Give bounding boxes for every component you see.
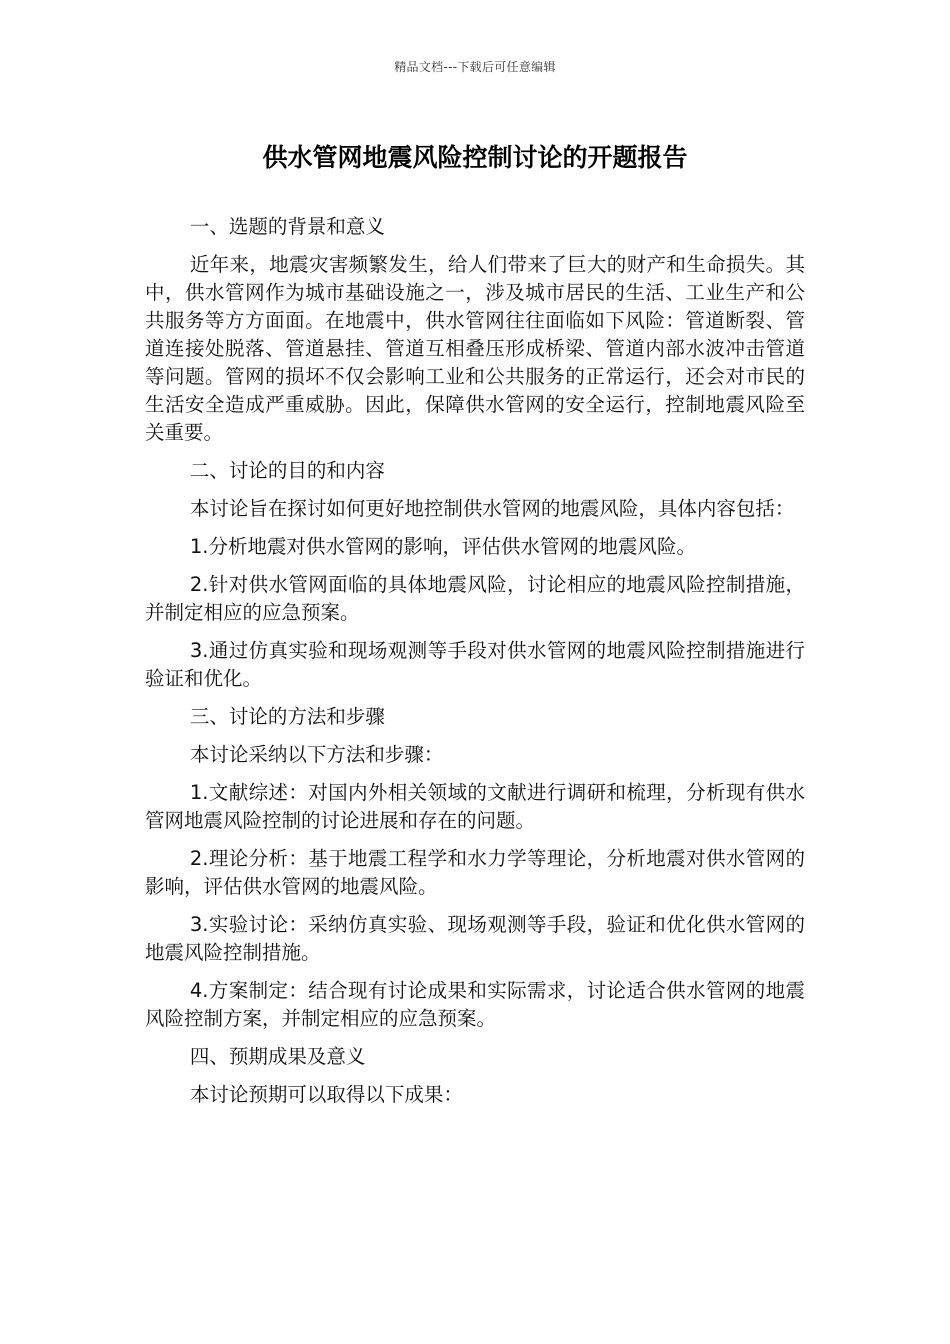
paragraph-background: 近年来，地震灾害频繁发生，给人们带来了巨大的财产和生命损失。其中，供水管网作为城市基础设施之一，涉及城市居民的生活、工业生产和公共服务等方方面面。在地震中，供水管网往往面临如下风险：管道断裂、管道连接处脱落、管道悬挂、管道互相叠压形成桥梁、管道内部水波冲击管道等问题。管网的损坏不仅会影响工业和公共服务的正常运行，还会对市民的生活安全造成严重威胁。因此，保障供水管网的安全运行，控制地震风险至关重要。 (145, 253, 805, 444)
paragraph-outcomes-intro: 本讨论预期可以取得以下成果： (189, 1083, 463, 1106)
document-body (145, 213, 805, 1119)
list-item-purpose-1: 1.分析地震对供水管网的影响，评估供水管网的地震风险。 (189, 535, 696, 558)
document-title: 供水管网地震风险控制讨论的开题报告 (262, 143, 688, 172)
list-item-method-2: 2.理论分析：基于地震工程学和水力学等理论，分析地震对供水管网的影响，评估供水管网的地震风险。 (145, 847, 805, 898)
header-note: 精品文档---下载后可任意编辑 (394, 60, 556, 74)
section-heading-background: 一、选题的背景和意义 (189, 215, 385, 238)
section-heading-purpose: 二、讨论的目的和内容 (189, 459, 385, 482)
list-item-purpose-2: 2.针对供水管网面临的具体地震风险，讨论相应的地震风险控制措施，并制定相应的应急预案。 (145, 573, 805, 624)
list-item-method-3: 3.实验讨论：采纳仿真实验、现场观测等手段，验证和优化供水管网的地震风险控制措施。 (145, 913, 805, 964)
list-item-method-4: 4.方案制定：结合现有讨论成果和实际需求，讨论适合供水管网的地震风险控制方案，并制定相应的应急预案。 (145, 979, 805, 1030)
list-item-purpose-3: 3.通过仿真实验和现场观测等手段对供水管网的地震风险控制措施进行验证和优化。 (145, 639, 805, 690)
section-heading-methods: 三、讨论的方法和步骤 (189, 705, 385, 728)
list-item-method-1: 1.文献综述：对国内外相关领域的文献进行调研和梳理，分析现有供水管网地震风险控制的讨论进展和存在的问题。 (145, 781, 805, 832)
paragraph-purpose-intro: 本讨论旨在探讨如何更好地控制供水管网的地震风险，具体内容包括： (189, 497, 795, 520)
paragraph-methods-intro: 本讨论采纳以下方法和步骤： (189, 743, 444, 766)
section-heading-outcomes: 四、预期成果及意义 (189, 1045, 366, 1068)
